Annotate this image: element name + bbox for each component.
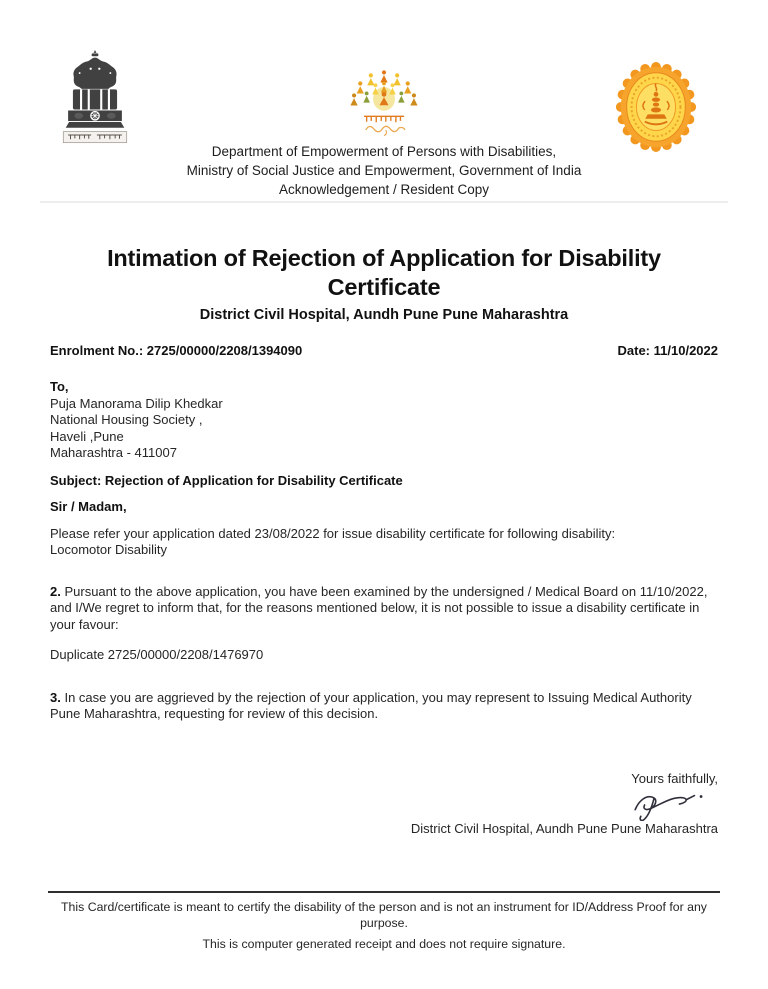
mahotsav-hindi-text xyxy=(364,116,405,135)
paragraph-number-3: 3. xyxy=(50,689,61,705)
letter-date: Date: 11/10/2022 xyxy=(617,342,718,358)
footer-note-2: This is computer generated receipt and does not require signature. xyxy=(202,937,566,951)
handwritten-signature-icon xyxy=(628,789,712,821)
meta-row xyxy=(50,343,718,360)
emblem-of-india-icon xyxy=(56,50,134,146)
to-label: To, xyxy=(50,379,69,394)
amrit-mahotsav-logo xyxy=(338,56,430,145)
copy-type-line: Acknowledgement / Resident Copy xyxy=(278,182,490,197)
issuing-authority: District Civil Hospital, Aundh Pune Pune Maharashtra xyxy=(410,821,718,836)
satyameva-jayate-caption xyxy=(63,132,126,143)
department-line: Department of Empowerment of Persons with Disabilities, xyxy=(211,144,557,159)
page-title: Intimation of Rejection of Application for Disability Certificate xyxy=(107,245,661,300)
paragraph-refer: Please refer your application dated 23/08/2022 for issue disability certificate for following disability: Locomotor Disability xyxy=(50,526,718,559)
emblem-of-india xyxy=(56,50,134,151)
closing-line: Yours faithfully, xyxy=(631,770,718,786)
letter-body xyxy=(50,244,718,838)
recipient-name: Puja Manorama Dilip Khedkar xyxy=(50,395,223,411)
letterhead xyxy=(0,142,768,199)
salutation: Sir / Madam, xyxy=(50,499,127,514)
paragraph-appeal: 3. In case you are aggrieved by the rejection of your application, you may represent to Issuing Medical Authority Pune Maharashtra, requesting for review of this decision. xyxy=(50,689,692,721)
ministry-line: Ministry of Social Justice and Empowerment, Government of India xyxy=(186,163,582,178)
paragraph-rejection: 2. Pursuant to the above application, you have been examined by the undersigned / Medical Board on 11/10/2022, and I/We regret to inform that, for the reasons mentioned below, it is not possible to issue a disability certificate in your favour: xyxy=(50,583,708,632)
disability-type: Locomotor Disability xyxy=(50,542,168,557)
footer xyxy=(48,891,720,953)
hospital-subtitle: District Civil Hospital, Aundh Pune Pune Maharashtra xyxy=(199,307,569,323)
recipient-address-line2: Haveli ,Pune xyxy=(50,428,124,444)
recipient-address-line1: National Housing Society , xyxy=(50,412,203,427)
footer-note-1: This Card/certificate is meant to certify the disability of the person and is not an instrument for ID/Address Proof for any purpose. xyxy=(61,900,707,930)
rejection-reason: Duplicate 2725/00000/2208/1476970 xyxy=(50,647,264,662)
subject-line: Subject: Rejection of Application for Disability Certificate xyxy=(50,472,403,488)
recipient-address-line3: Maharashtra - 411007 xyxy=(50,445,177,460)
enrolment-number: Enrolment No.: 2725/00000/2208/1394090 xyxy=(50,342,303,358)
signature-area xyxy=(50,789,718,821)
paragraph-number-2: 2. xyxy=(50,583,61,599)
amrit-mahotsav-icon xyxy=(338,56,430,140)
header-divider xyxy=(40,201,728,203)
